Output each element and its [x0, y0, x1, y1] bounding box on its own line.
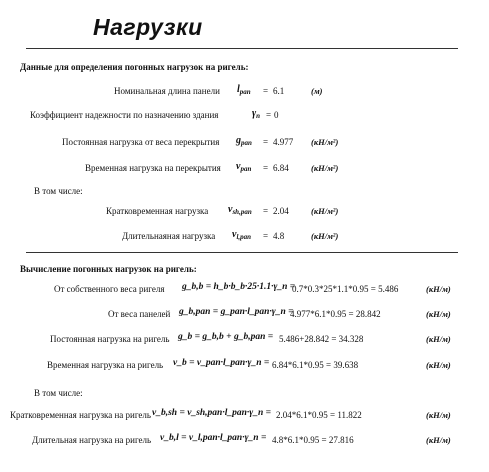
panel-length-symbol: $l_{pan}$: [237, 84, 251, 96]
temporary-load-label: Временная нагрузка на перекрытия: [85, 163, 221, 173]
girder-temporary-load-label: Временная нагрузка на ригель: [47, 360, 164, 370]
girder-short-term-load-unit: (кН/м): [426, 410, 451, 420]
girder-temporary-load-unit: (кН/м): [426, 360, 451, 370]
girder-short-term-load-formula-symbol: v_b,sh = v_sh,pan·l_pan·γ_n =: [152, 408, 272, 418]
panel-weight-unit: (кН/м): [426, 309, 451, 319]
short-term-load-eq: =: [263, 206, 269, 216]
page-title: Нагрузки: [93, 14, 203, 40]
long-term-load-value: 4.8: [273, 231, 285, 241]
panel-weight-formula: 4.977*6.1*0.95 = 28.842: [290, 309, 381, 319]
girder-permanent-load-unit: (кН/м): [426, 334, 451, 344]
reliability-symbol: $\gamma_n$: [252, 108, 261, 120]
section1-subheading: В том числе:: [34, 186, 83, 196]
permanent-load-eq: =: [263, 137, 269, 147]
temporary-load-unit: (кН/м²): [311, 163, 339, 173]
panel-length-value: 6.1: [273, 86, 285, 96]
panel-weight-label: От веса панелей: [108, 309, 171, 319]
panel-length-label: Номинальная длина панели: [114, 86, 220, 96]
reliability-value: 0: [274, 110, 279, 120]
girder-short-term-load-formula: 2.04*6.1*0.95 = 11.822: [276, 410, 362, 420]
girder-self-weight-formula: 0.7*0.3*25*1.1*0.95 = 5.486: [292, 284, 399, 294]
girder-long-term-load-label: Длительная нагрузка на ригель: [32, 435, 152, 445]
girder-self-weight-label: От собственного веса ригеля: [54, 284, 165, 294]
short-term-load-label: Кратковременная нагрузка: [106, 206, 209, 216]
long-term-load-eq: =: [263, 231, 269, 241]
permanent-load-label: Постоянная нагрузка от веса перекрытия: [62, 137, 220, 147]
girder-temporary-load-formula: 6.84*6.1*0.95 = 39.638: [272, 360, 359, 370]
long-term-load-unit: (кН/м²): [311, 231, 339, 241]
reliability-eq: =: [266, 110, 272, 120]
panel-length-eq: =: [263, 86, 269, 96]
section-divider: [26, 252, 458, 253]
girder-permanent-load-formula-symbol: g_b = g_b,b + g_b,pan =: [178, 332, 274, 342]
temporary-load-eq: =: [263, 163, 269, 173]
short-term-load-unit: (кН/м²): [311, 206, 339, 216]
permanent-load-unit: (кН/м²): [311, 137, 339, 147]
permanent-load-value: 4.977: [273, 137, 294, 147]
temporary-load-value: 6.84: [273, 163, 289, 173]
section2-subheading: В том числе:: [34, 388, 83, 398]
girder-long-term-load-formula-symbol: v_b,l = v_l,pan·l_pan·γ_n =: [160, 433, 267, 443]
title-divider: [26, 48, 458, 49]
section1-heading: Данные для определения погонных нагрузок на ригель:: [20, 62, 249, 72]
section2-heading: Вычисление погонных нагрузок на ригель:: [20, 264, 197, 274]
permanent-load-symbol: $g_{pan}$: [236, 135, 252, 147]
girder-permanent-load-formula: 5.486+28.842 = 34.328: [279, 334, 364, 344]
panel-weight-formula-symbol: g_b,pan = g_pan·l_pan·γ_n =: [179, 307, 294, 317]
long-term-load-symbol: $v_{l,pan}$: [232, 229, 252, 241]
panel-length-unit: (м): [311, 86, 323, 96]
short-term-load-symbol: $v_{sh,pan}$: [228, 204, 252, 216]
reliability-label: Коэффициент надежности по назначению здания: [30, 110, 219, 120]
girder-permanent-load-label: Постоянная нагрузка на ригель: [50, 334, 170, 344]
girder-long-term-load-unit: (кН/м): [426, 435, 451, 445]
girder-long-term-load-formula: 4.8*6.1*0.95 = 27.816: [272, 435, 354, 445]
girder-temporary-load-formula-symbol: v_b = v_pan·l_pan·γ_n =: [173, 358, 270, 368]
temporary-load-symbol: $v_{pan}$: [236, 161, 252, 173]
girder-self-weight-formula-symbol: g_b,b = h_b·b_b·25·1.1·γ_n =: [182, 282, 296, 292]
short-term-load-value: 2.04: [273, 206, 289, 216]
girder-short-term-load-label: Кратковременная нагрузка на ригель: [10, 410, 152, 420]
long-term-load-label: Длительнаяная нагрузка: [122, 231, 216, 241]
girder-self-weight-unit: (кН/м): [426, 284, 451, 294]
